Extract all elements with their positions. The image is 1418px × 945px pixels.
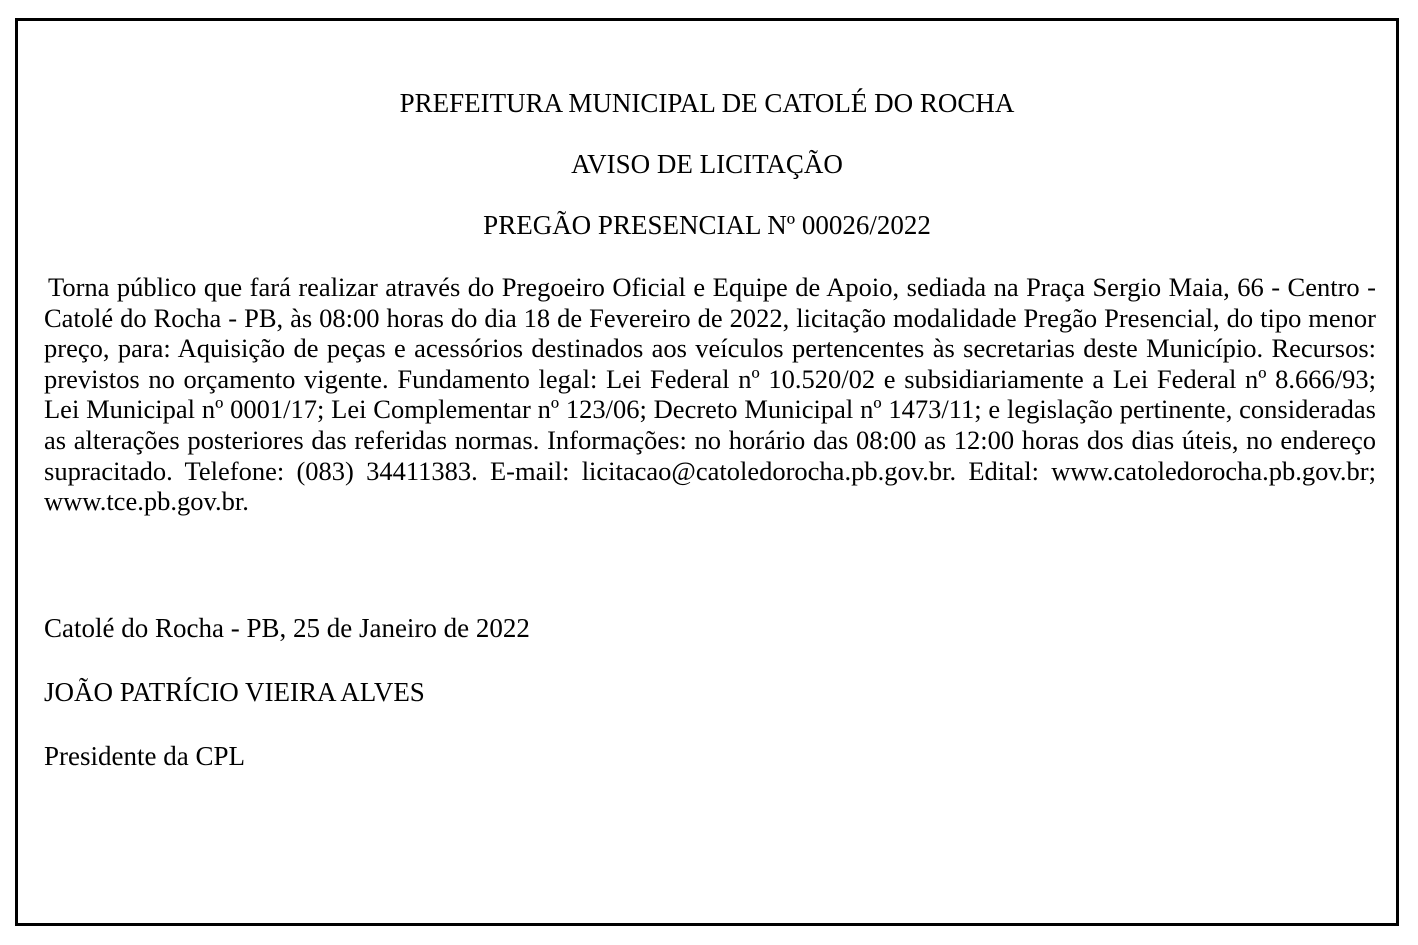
municipality-heading: PREFEITURA MUNICIPAL DE CATOLÉ DO ROCHA <box>399 88 1015 118</box>
place-date: Catolé do Rocha - PB, 25 de Janeiro de 2022 <box>44 613 530 643</box>
signatory-role: Presidente da CPL <box>44 741 245 771</box>
signatory-name: JOÃO PATRÍCIO VIEIRA ALVES <box>44 677 425 707</box>
notice-frame <box>15 18 1399 926</box>
notice-title: AVISO DE LICITAÇÃO <box>571 149 843 179</box>
process-number: PREGÃO PRESENCIAL Nº 00026/2022 <box>483 210 931 240</box>
notice-body: Torna público que fará realizar através do Pregoeiro Oficial e Equipe de Apoio, sediada na Praça Sergio Maia, 66 - Centro - Catolé do Rocha - PB, às 08:00 horas do dia 18 de Fevereiro de 2022, licitação modalidade Pregão Presencial, do tipo menor preço, para: Aquisição de peças e acessórios destinados aos veículos pertencentes às secretarias deste Município. Recursos: previstos no orçamento vigente. Fundamento legal: Lei Federal nº 10.520/02 e subsidiariamente a Lei Federal nº 8.666/93; Lei Municipal nº 0001/17; Lei Complementar nº 123/06; Decreto Municipal nº 1473/11; e legislação pertinente, consideradas as alterações posteriores das referidas normas. Informações: no horário das 08:00 as 12:00 horas dos dias úteis, no endereço supracitado. Telefone: (083) 34411383. E-mail: licitacao@catoledorocha.pb.gov.br. Edital: www.catoledorocha.pb.gov.br; www.tce.pb.gov.br. <box>44 272 1376 517</box>
